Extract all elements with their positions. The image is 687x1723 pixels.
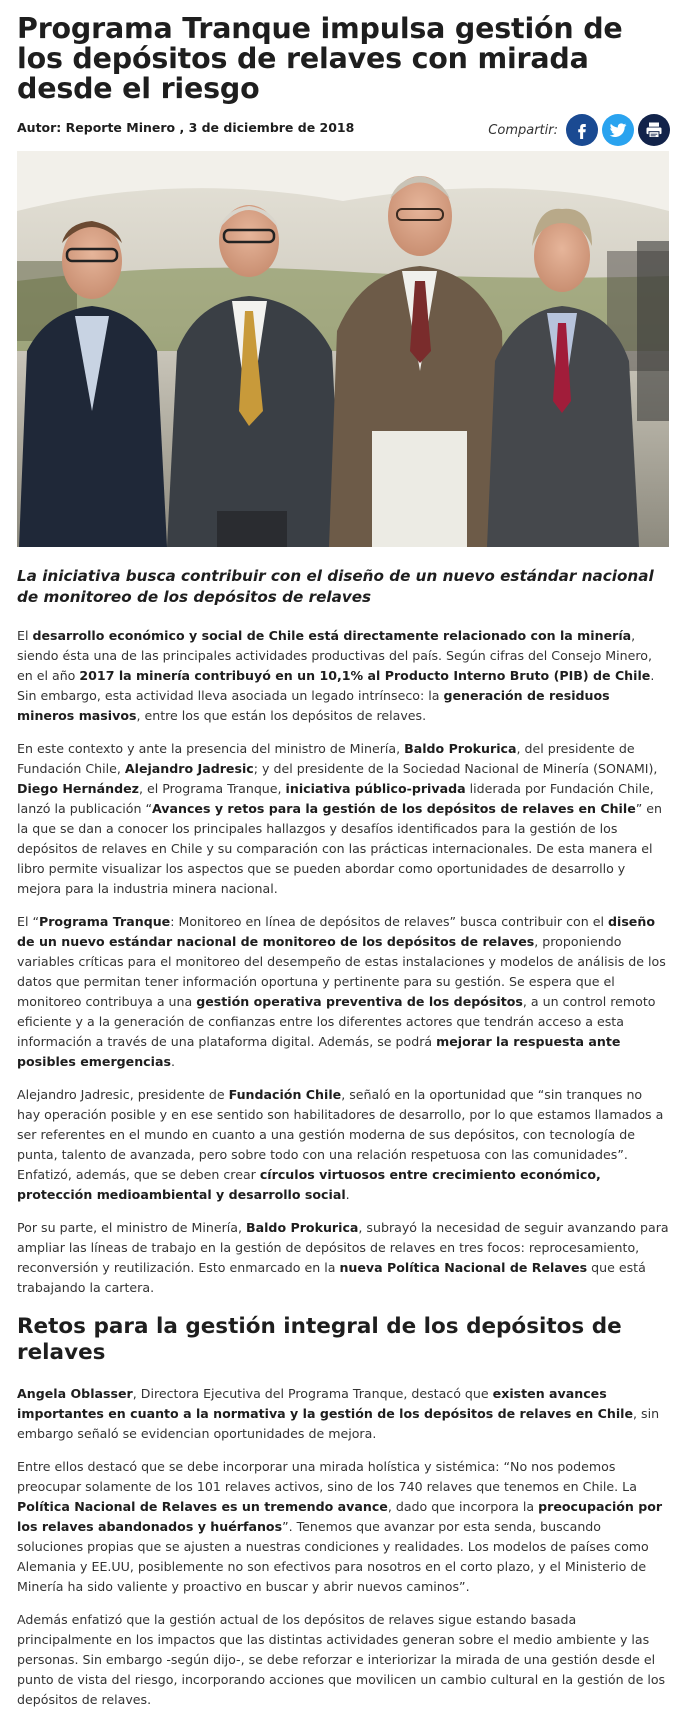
- facebook-icon: [573, 121, 591, 139]
- body-paragraph: [17, 1384, 669, 1444]
- bold-text: existen avances importantes en cuanto a la normativa y la gestión de los depósitos de relaves en Chile: [17, 1386, 634, 1421]
- bold-text: diseño de un nuevo estándar nacional de monitoreo de los depósitos de relaves: [17, 914, 655, 949]
- bold-text: desarrollo económico y social de Chile está directamente relacionado con la minería: [32, 628, 632, 643]
- bold-text: Alejandro Jadresic: [124, 761, 254, 776]
- text-run: liderada por Fundación Chile, lanzó la publicación “: [17, 781, 654, 816]
- author-line: Autor: Reporte Minero , 3 de diciembre de 2018: [17, 120, 355, 135]
- text-run: .: [170, 1054, 175, 1069]
- bold-text: Baldo Prokurica: [404, 741, 517, 756]
- article-lead: La iniciativa busca contribuir con el diseño de un nuevo estándar nacional de monitoreo de los depósitos de relaves: [17, 567, 654, 606]
- bold-text: generación de residuos mineros masivos: [17, 688, 610, 723]
- text-run: , el Programa Tranque,: [138, 781, 286, 796]
- text-run: En este contexto y ante la presencia del ministro de Minería,: [17, 741, 405, 756]
- twitter-share-button[interactable]: [602, 114, 634, 146]
- text-run: , Directora Ejecutiva del Programa Tranque, destacó que: [132, 1386, 493, 1401]
- bold-text: nueva Política Nacional de Relaves: [339, 1260, 588, 1275]
- share-label: Compartir:: [488, 122, 558, 138]
- text-run: El: [17, 628, 33, 643]
- bold-text: Diego Hernández: [17, 781, 139, 796]
- bold-text: Fundación Chile: [228, 1087, 342, 1102]
- body-paragraph: [17, 1457, 669, 1597]
- text-run: que está trabajando la cartera.: [17, 1260, 646, 1295]
- bold-text: 2017 la minería contribuyó en un 10,1% al Producto Interno Bruto (PIB) de Chile: [79, 668, 651, 683]
- share-bar: [488, 113, 670, 147]
- bold-text: Angela Oblasser: [17, 1386, 133, 1401]
- bold-text: mejorar la respuesta ante posibles emergencias: [17, 1034, 621, 1069]
- hero-photo: [17, 151, 669, 547]
- print-icon: [644, 120, 664, 140]
- bold-text: Avances y retos para la gestión de los depósitos de relaves en Chile: [151, 801, 636, 816]
- body-paragraph: [17, 1085, 669, 1205]
- bold-text: círculos virtuosos entre crecimiento económico, protección medioambiental y desarrollo social: [17, 1167, 601, 1202]
- body-section-1: [17, 626, 669, 1298]
- text-run: , proponiendo variables críticas para el monitoreo del desempeño de estas instalaciones y modelos de análisis de los datos que permitan tener información oportuna y pertinente para su gestión. Se espera que el monitoreo contribuya a una: [17, 934, 666, 1009]
- body-paragraph: [17, 1218, 669, 1298]
- article-body: [17, 626, 669, 1723]
- bold-text: gestión operativa preventiva de los depósitos: [196, 994, 523, 1009]
- text-run: , entre los que están los depósitos de relaves.: [136, 708, 427, 723]
- text-run: ” en la que se dan a conocer los principales hallazgos y desafíos identificados para la gestión de los depósitos de relaves en Chile y su comparación con las prácticas internacionales. De esta manera el libro permite visualizar los aspectos que se pueden abordar como oportunidades de desarrollo y mejora para la industria minera nacional.: [17, 801, 662, 896]
- article-meta: [17, 113, 670, 153]
- bold-text: Política Nacional de Relaves es un tremendo avance: [17, 1499, 388, 1514]
- photo-four-men: [17, 151, 669, 547]
- text-run: ; y del presidente de la Sociedad Nacional de Minería (SONAMI),: [253, 761, 658, 776]
- article-title: Programa Tranque impulsa gestión de los depósitos de relaves con mirada desde el riesgo: [17, 12, 623, 105]
- text-run: ”. Tenemos que avanzar por esta senda, buscando soluciones propias que se ajusten a nuestras condiciones y realidades. Los modelos de países como Alemania y EE.UU, posiblemente no son efectivos para nosotros en el corto plazo, y el Ministerio de Minería ha sido valiente y proactivo en buscar y abrir nuevos caminos”.: [17, 1519, 649, 1594]
- body-paragraph: [17, 912, 669, 1072]
- text-run: . Sin embargo, esta actividad lleva asociada un legado intrínseco: la: [17, 668, 655, 703]
- text-run: El “: [17, 914, 39, 929]
- body-paragraph: [17, 739, 669, 899]
- facebook-share-button[interactable]: [566, 114, 598, 146]
- bold-text: preocupación por los relaves abandonados y huérfanos: [17, 1499, 663, 1534]
- text-run: , subrayó la necesidad de seguir avanzando para ampliar las líneas de trabajo en la gestión de depósitos de relaves en tres focos: reprocesamiento, reconversión y reutilización. Esto enmarcado en la: [17, 1220, 669, 1275]
- text-run: Además enfatizó que la gestión actual de los depósitos de relaves sigue estando basada principalmente en los impactos que las distintas actividades generan sobre el medio ambiente y las personas. Sin embargo -según dijo-, se debe reforzar e interiorizar la mirada de una gestión desde el punto de vista del riesgo, incorporando acciones que movilicen un cambio cultural en la gestión de los depósitos de relaves.: [17, 1612, 666, 1707]
- body-section-2: [17, 1384, 669, 1710]
- text-run: Por su parte, el ministro de Minería,: [17, 1220, 247, 1235]
- text-run: Entre ellos destacó que se debe incorporar una mirada holística y sistémica: “No nos podemos preocupar solamente de los 101 relaves activos, sino de los 740 relaves que tenemos en Chile. La: [17, 1459, 637, 1494]
- text-run: , señaló en la oportunidad que “sin tranques no hay operación posible y en ese sentido son habilitadores de desarrollo, por lo que estamos llamados a ser referentes en el mundo en cuanto a una gestión moderna de sus depósitos, con tecnología de punta, talento de avanzada, pero sobre todo con una relación respetuosa con las comunidades”. Enfatizó, además, que se deben crear: [17, 1087, 664, 1182]
- body-paragraph: [17, 1610, 669, 1710]
- text-run: .: [345, 1187, 350, 1202]
- print-button[interactable]: [638, 114, 670, 146]
- text-run: : Monitoreo en línea de depósitos de relaves” busca contribuir con el: [170, 914, 608, 929]
- text-run: , del presidente de Fundación Chile,: [17, 741, 635, 776]
- text-run: , dado que incorpora la: [387, 1499, 539, 1514]
- text-run: , sin embargo señaló se evidencian oportunidades de mejora.: [17, 1406, 660, 1441]
- bold-text: Baldo Prokurica: [246, 1220, 359, 1235]
- bold-text: Programa Tranque: [38, 914, 171, 929]
- text-run: , siendo ésta una de las principales actividades productivas del país. Según cifras del Consejo Minero, en el año: [17, 628, 652, 683]
- bold-text: iniciativa público-privada: [285, 781, 466, 796]
- section-heading: Retos para la gestión integral de los depósitos de relaves: [17, 1314, 622, 1365]
- body-paragraph: [17, 626, 669, 726]
- text-run: , a un control remoto eficiente y a la generación de confianzas entre los diferentes actores que tendrán acceso a esta información a través de una plataforma digital. Además, se podrá: [17, 994, 656, 1049]
- text-run: Alejandro Jadresic, presidente de: [17, 1087, 229, 1102]
- twitter-icon: [608, 120, 628, 140]
